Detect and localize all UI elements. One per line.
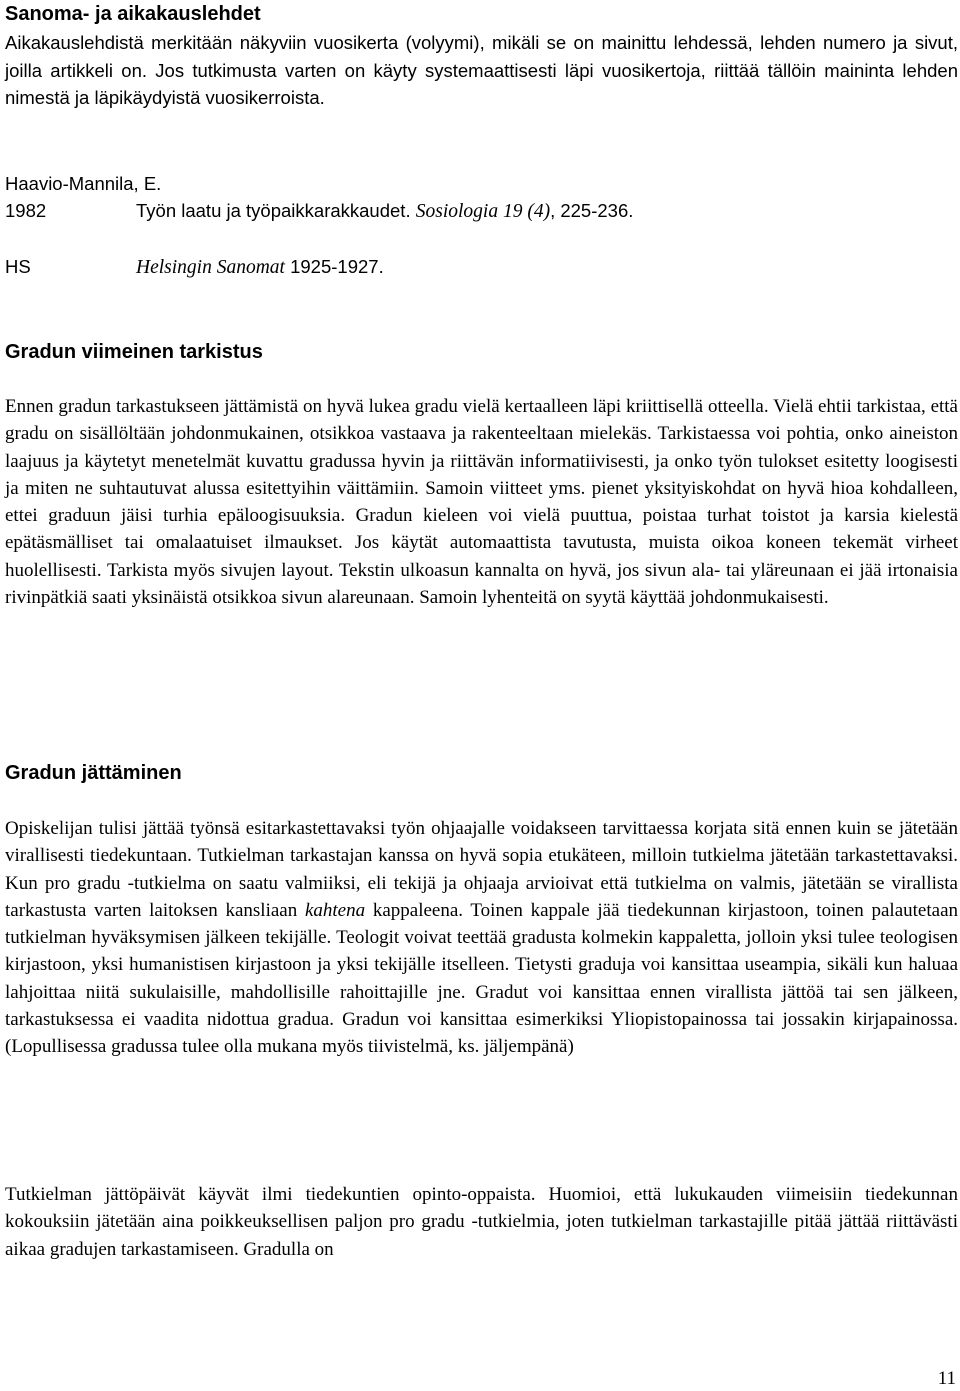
paragraph-final-check: Ennen gradun tarkastukseen jättämistä on hyvä lukea gradu vielä kertaalleen läpi kriittisellä otteella. Vielä ehtii tarkistaa, että gradu on sisällöltään johdonmukainen, otsikkoa vastaava ja rakenteeltaan mielekäs. Tarkistaessa voi pohtia, onko aineiston laajuus ja käytetyt menetelmät kuvattu gradussa hyvin ja riittävän informatiivisesti, ja onko työn tulokset esitetty loogisesti ja miten ne suhtautuvat alussa esitettyihin väittämiin. Samoin viitteet yms. pienet yksityiskohdat on hyvä hioa kohdalleen, ettei graduun jäisi turhia epäloogisuuksia. Gradun kieleen voi vielä puuttua, poistaa turhat toistot ja karsia kielestä epätäsmälliset tai omalaatuiset ilmaukset. Jos käytät automaattista tavutusta, muista oikoa koneen tekemät virheet huolellisesti. Tarkista myös sivujen layout. Tekstin ulkoasun kannalta on hyvä, jos sivun ala- tai yläreunaan ei jää irtonaisia rivinpätkiä saati yksinäistä otsikkoa sivun alareunaan. Samoin lyhenteitä on syytä käyttää johdonmukaisesti. [5,396,958,609]
paragraph-newspapers: Aikakauslehdistä merkitään näkyviin vuosikerta (volyymi), mikäli se on mainittu lehdessä, lehden numero ja sivut, joilla artikkeli on. Jos tutkimusta varten on käyty systemaattisesti läpi vuosikertoja, riittää tällöin maininta lehden nimestä ja läpikäydyistä vuosikerroista. [5,32,958,108]
reference-journal: Sosiologia 19 (4) [415,201,551,222]
reference-newspaper: Helsingin Sanomat [136,257,285,278]
section-heading-submission: Gradun jättäminen [5,762,182,784]
reference-entry-2 [5,255,384,280]
paragraph-submission-dates: Tutkielman jättöpäivät käyvät ilmi tiedekuntien opinto-oppaista. Huomioi, että lukukauden viimeisiin tiedekunnan kokouksiin jätetään aina poikkeuksellisen paljon pro gradu -tutkielmia, joten tutkielman tarkastajille pitää jättää riittävästi aikaa gradujen tarkastamiseen. Gradulla on [5,1184,958,1260]
paragraph-submission-text-2: kappaleena. Toinen kappale jää tiedekunnan kirjastoon, toinen palautetaan tutkielman hyväksymisen jälkeen tekijälle. Teologit voivat teettää gradusta kolmekin kappaletta, jolloin yksi tulee teologisen kirjastoon, yksi humanistisen kirjastoon ja yksi tekijälle itselleen. Tietysti graduja voi kansittaa useampia, sikäli kun haluaa lahjoittaa niitä sukulaisille, mahdollisille rahoittajille jne. Gradut voi kansittaa ennen virallista jättöä tai sen jälkeen, tarkastuksessa ei vaadita nidottua gradua. Gradun voi kansittaa esimerkiksi Yliopistopainossa tai jossakin kirjapainossa. (Lopullisessa gradussa tulee olla mukana myös tiivistelmä, ks. jäljempänä) [5,899,959,1058]
paragraph-submission-text-1: Opiskelijan tulisi jättää työnsä esitarkastettavaksi työn ohjaajalle voidakseen tarvittaessa korjata sitä ennen kuin se jätetään virallisesti tiedekuntaan. Tutkielman tarkastajan kanssa on hyvä sopia etukäteen, milloin tutkielma jätetään tarkastettavaksi. Kun pro gradu -tutkielma on saatu valmiiksi, eli tekijä ja ohjaaja arvioivat että tutkielma on valmis, jätetään se virallista tarkastusta varten laitoksen kansliaan [5,818,958,921]
paragraph-submission [5,815,958,1061]
reference-author: Haavio-Mannila, E. [5,173,162,194]
reference-title: Työn laatu ja työpaikkarakkaudet. [136,200,411,221]
reference-year: 1982 [5,200,47,221]
reference-years: 1925-1927. [284,256,384,277]
reference-entry-1 [5,199,633,224]
section-heading-newspapers: Sanoma- ja aikakauslehdet [5,3,261,25]
page-number: 11 [937,1368,956,1389]
paragraph-submission-emphasis: kahtena [304,899,366,921]
reference-pages: , 225-236. [550,200,634,221]
reference-abbreviation: HS [5,256,31,277]
section-heading-final-check: Gradun viimeinen tarkistus [5,341,263,363]
